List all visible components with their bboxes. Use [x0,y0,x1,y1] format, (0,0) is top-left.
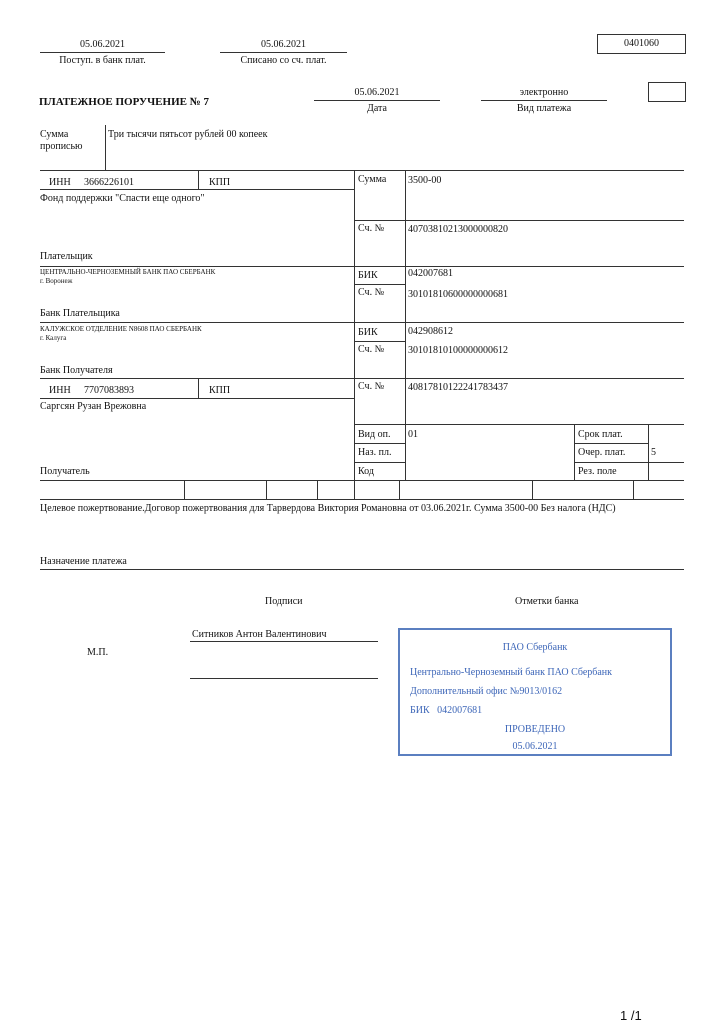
recipient-label: Получатель [40,466,90,477]
amount-words-label-1: Сумма [40,129,69,140]
sum-label: Сумма [358,174,387,185]
vid-op-label: Вид оп. [358,429,391,440]
stamp-status: ПРОВЕДЕНО [504,724,566,735]
purpose-label: Назначение платежа [40,556,127,567]
ocher-label: Очер. плат. [578,447,626,458]
payer-bik: 042007681 [408,268,453,279]
form-code: 0401060 [597,34,686,54]
srok-label: Срок плат. [578,429,623,440]
stamp-office: Дополнительный офис №9013/0162 [410,686,563,697]
bank-received-date: 05.06.2021 [80,39,125,50]
recipient-inn-label: ИНН [49,385,71,396]
payer-label: Плательщик [40,251,93,262]
purpose-text: Целевое пожертвование.Договор пожертвования для Тарвердова Виктория Романовна от 03.06.2021г. Сумма 3500-00 Без налога (НДС) [40,503,616,514]
kod-label: Код [358,466,374,477]
bank-stamp [398,628,672,756]
bank-marks-label: Отметки банка [515,596,579,607]
order-date-label: Дата [367,103,387,114]
signer-name: Ситников Антон Валентинович [192,629,327,640]
page-number: 1 /1 [620,1008,642,1023]
payer-inn: 3666226101 [84,177,134,188]
stamp-bank: ПАО Сбербанк [502,642,568,653]
recipient-account-label: Сч. № [358,381,385,392]
recipient-inn: 7707083893 [84,385,134,396]
mp-label: М.П. [87,647,109,658]
recipient-bik: 042908612 [408,326,453,337]
signatures-label: Подписи [265,596,303,607]
amount-words-label-2: прописью [40,141,83,152]
recipient-bank-name: КАЛУЖСКОЕ ОТДЕЛЕНИЕ N8608 ПАО СБЕРБАНК [40,325,202,333]
payer-kpp-label: КПП [209,177,231,188]
ocher-value: 5 [651,447,656,458]
vid-op-value: 01 [408,429,418,440]
payer-account: 40703810213000000820 [408,224,508,235]
rez-label: Рез. поле [578,466,617,477]
recipient-account: 40817810122241783437 [408,382,508,393]
payer-name: Фонд поддержки "Спасти еще одного" [40,193,205,204]
order-date: 05.06.2021 [354,87,400,98]
bank-received-label: Поступ. в банк плат. [59,55,146,66]
payer-bank-account: 30101810600000000681 [408,289,508,300]
payer-bank-account-label: Сч. № [358,287,385,298]
empty-field-box [648,82,686,102]
recipient-bank-account: 30101810100000000612 [408,345,508,356]
recipient-name: Саргсян Рузан Врежовна [40,401,147,412]
page-title: ПЛАТЕЖНОЕ ПОРУЧЕНИЕ № 7 [39,96,210,108]
payer-inn-label: ИНН [49,177,71,188]
payer-account-label: Сч. № [358,223,385,234]
payment-type-label: Вид платежа [516,103,572,114]
payment-type: электронно [519,87,569,98]
stamp-bik: БИК 042007681 [410,705,483,716]
recipient-bank-label: Банк Получателя [40,365,113,376]
debited-label: Списано со сч. плат. [240,55,327,66]
sum-value: 3500-00 [408,175,442,186]
stamp-branch: Центрально-Черноземный банк ПАО Сбербанк [410,667,613,678]
payer-bank-name: ЦЕНТРАЛЬНО-ЧЕРНОЗЕМНЫЙ БАНК ПАО СБЕРБАНК [40,268,216,276]
debited-date: 05.06.2021 [261,39,306,50]
stamp-date: 05.06.2021 [512,741,558,752]
recipient-bank-account-label: Сч. № [358,344,385,355]
recipient-kpp-label: КПП [209,385,231,396]
payer-bank-city: г. Воронеж [40,277,73,285]
recipient-bik-label: БИК [358,327,378,338]
recipient-bank-city: г. Калуга [40,334,67,342]
payer-bik-label: БИК [358,270,378,281]
amount-words-value: Три тысячи пятьсот рублей 00 копеек [108,129,268,140]
naz-pl-label: Наз. пл. [358,447,392,458]
payer-bank-label: Банк Плательщика [40,308,120,319]
